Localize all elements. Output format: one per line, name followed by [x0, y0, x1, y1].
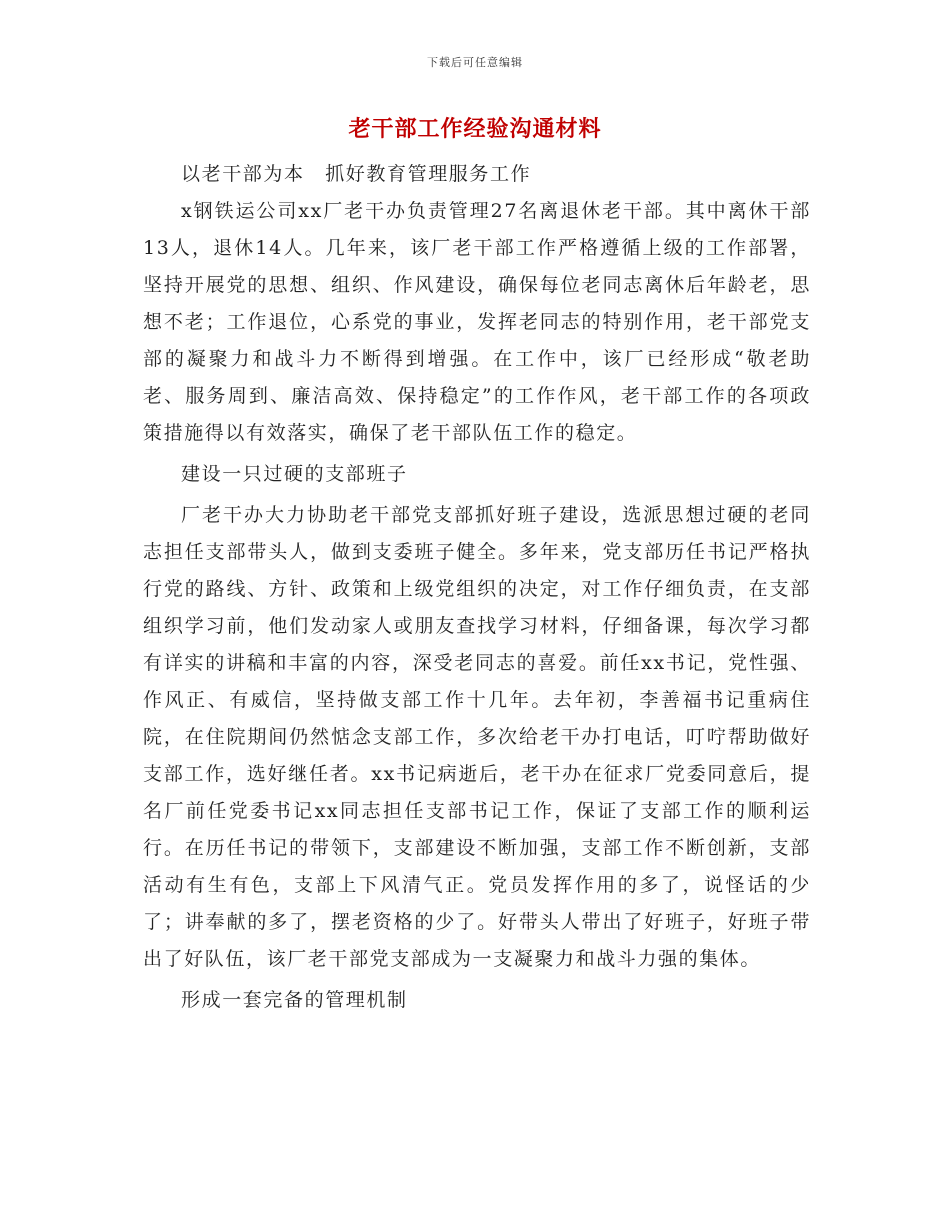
section-heading-branch-team: 建设一只过硬的支部班子: [181, 463, 408, 485]
document-subtitle: 以老干部为本 抓好教育管理服务工作: [181, 163, 532, 185]
paragraph-branch-team: 厂老干办大力协助老干部党支部抓好班子建设，选派思想过硬的老同志担任支部带头人，做到支委班子健全。多年来，党支部历任书记严格执行党的路线、方针、政策和上级党组织的决定，对工作仔细负责，在支部组织学习前，他们发动家人或朋友查找学习材料，仔细备课，每次学习都有详实的讲稿和丰富的内容，深受老同志的喜爱。前任xx书记，党性强、作风正、有威信，坚持做支部工作十几年。去年初，李善福书记重病住院，在住院期间仍然惦念支部工作，多次给老干办打电话，叮咛帮助做好支部工作，选好继任者。xx书记病逝后，老干办在征求厂党委同意后，提名厂前任党委书记xx同志担任支部书记工作，保证了支部工作的顺利运行。在历任书记的带领下，支部建设不断加强，支部工作不断创新，支部活动有生有色，支部上下风清气正。党员发挥作用的多了，说怪话的少了；讲奉献的多了，摆老资格的少了。好带头人带出了好班子，好班子带出了好队伍，该厂老干部党支部成为一支凝聚力和战斗力强的集体。: [143, 504, 811, 970]
section-heading-management-mechanism: 形成一套完备的管理机制: [181, 989, 408, 1011]
header-note: 下载后可任意编辑: [427, 56, 523, 69]
document-title: 老干部工作经验沟通材料: [348, 116, 602, 142]
paragraph-intro: x钢铁运公司xx厂老干办负责管理27名离退休老干部。其中离休干部13人，退休14人。几年来，该厂老干部工作严格遵循上级的工作部署，坚持开展党的思想、组织、作风建设，确保每位老同志离休后年龄老，思想不老；工作退位，心系党的事业，发挥老同志的特别作用，老干部党支部的凝聚力和战斗力不断得到增强。在工作中，该厂已经形成“敬老助老、服务周到、廉洁高效、保持稳定”的工作作风，老干部工作的各项政策措施得以有效落实，确保了老干部队伍工作的稳定。: [143, 200, 811, 444]
document-body: [143, 156, 811, 1019]
